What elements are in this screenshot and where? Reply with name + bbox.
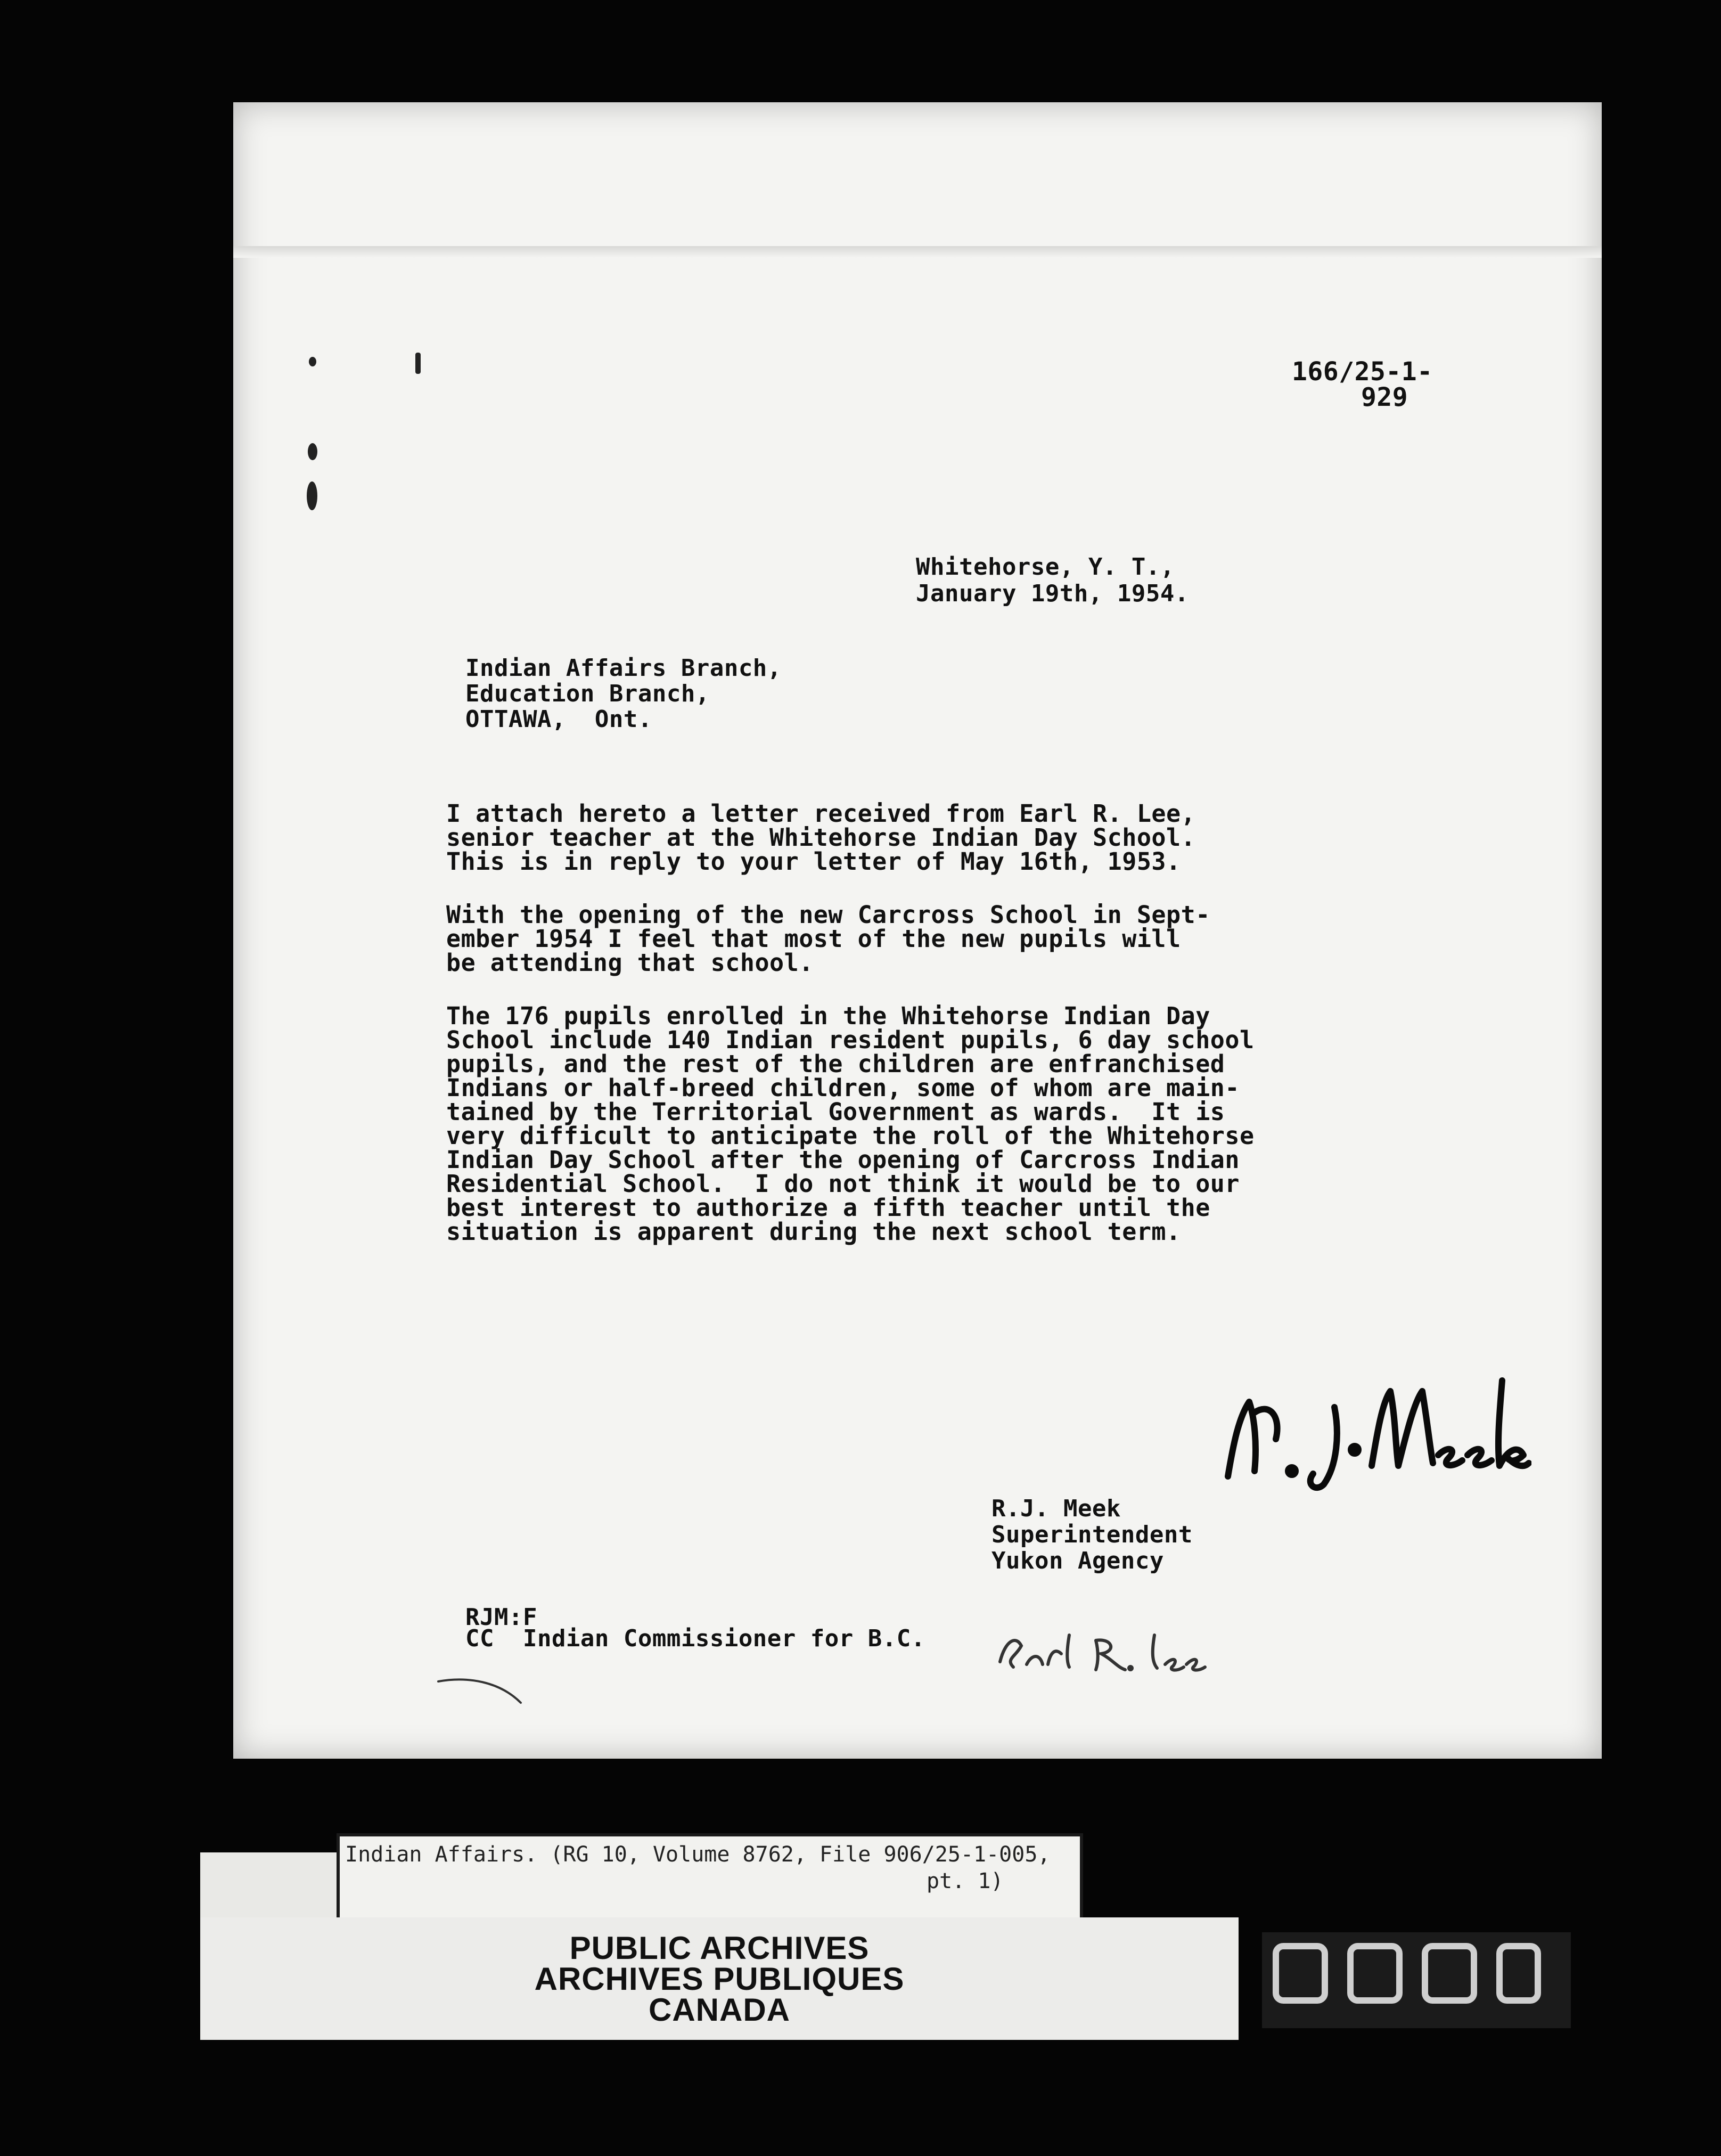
counter-digit <box>1422 1943 1477 2004</box>
file-number-line2: 929 <box>1361 382 1408 412</box>
film-frame-counter <box>1262 1932 1571 2028</box>
para1-line2: senior teacher at the Whitehorse Indian Day School. <box>446 823 1196 852</box>
para1-line1: I attach hereto a letter received from Earl R. Lee, <box>446 799 1196 828</box>
para2-line1: With the opening of the new Carcross School in Sept- <box>446 901 1210 929</box>
recipient-line1: Indian Affairs Branch, <box>465 655 782 682</box>
para3-line4: Indians or half-breed children, some of whom are main- <box>446 1074 1240 1102</box>
archive-label-line2: pt. 1) <box>927 1869 1004 1893</box>
punch-mark <box>309 357 316 366</box>
punch-mark <box>307 481 317 510</box>
signer-agency: Yukon Agency <box>991 1547 1164 1574</box>
stamp-line2: ARCHIVES PUBLIQUES <box>534 1961 905 1997</box>
para3-line1: The 176 pupils enrolled in the Whitehorse Indian Day <box>446 1002 1210 1030</box>
para3-line10: situation is apparent during the next school term. <box>446 1218 1181 1246</box>
para2-line2: ember 1954 I feel that most of the new pupils will <box>446 925 1181 953</box>
para3-line6: very difficult to anticipate the roll of the Whitehorse <box>446 1122 1255 1150</box>
para3-line2: School include 140 Indian resident pupils, 6 day school <box>446 1026 1255 1054</box>
stamp-line1: PUBLIC ARCHIVES <box>569 1930 870 1966</box>
signer-title: Superintendent <box>991 1521 1193 1548</box>
punch-mark <box>415 353 421 374</box>
para3-line7: Indian Day School after the opening of Carcross Indian <box>446 1146 1240 1174</box>
counter-digit <box>1347 1943 1403 2004</box>
archive-stamp <box>200 1917 1239 2040</box>
counter-digit <box>1273 1943 1328 2004</box>
handwritten-signature <box>1212 1370 1531 1492</box>
archive-label-line1: Indian Affairs. (RG 10, Volume 8762, File 906/25-1-005, <box>345 1842 1051 1867</box>
para3-line8: Residential School. I do not think it would be to our <box>446 1170 1240 1198</box>
recipient-line3: OTTAWA, Ont. <box>465 706 652 733</box>
place-line: Whitehorse, Y. T., <box>916 553 1175 581</box>
para3-line9: best interest to authorize a fifth teacher until the <box>446 1194 1210 1222</box>
para3-line5: tained by the Territorial Government as wards. It is <box>446 1098 1225 1126</box>
date-line: January 19th, 1954. <box>916 580 1189 607</box>
paper-fold-edge <box>233 246 1602 258</box>
handwritten-initials <box>989 1619 1234 1678</box>
file-number-line1: 166/25-1- <box>1292 357 1433 387</box>
counter-digit <box>1496 1943 1541 2004</box>
letter-page <box>233 102 1602 1759</box>
para2-line3: be attending that school. <box>446 949 814 977</box>
stamp-line3: CANADA <box>649 1992 790 2028</box>
cc-line: CC Indian Commissioner for B.C. <box>465 1625 925 1652</box>
pencil-mark <box>436 1673 526 1705</box>
punch-mark <box>308 443 317 460</box>
signer-name: R.J. Meek <box>991 1495 1121 1522</box>
reference-initials: RJM:F <box>465 1604 537 1631</box>
para3-line3: pupils, and the rest of the children are enfranchised <box>446 1050 1225 1078</box>
para1-line3: This is in reply to your letter of May 16th, 1953. <box>446 847 1181 876</box>
recipient-line2: Education Branch, <box>465 680 710 707</box>
